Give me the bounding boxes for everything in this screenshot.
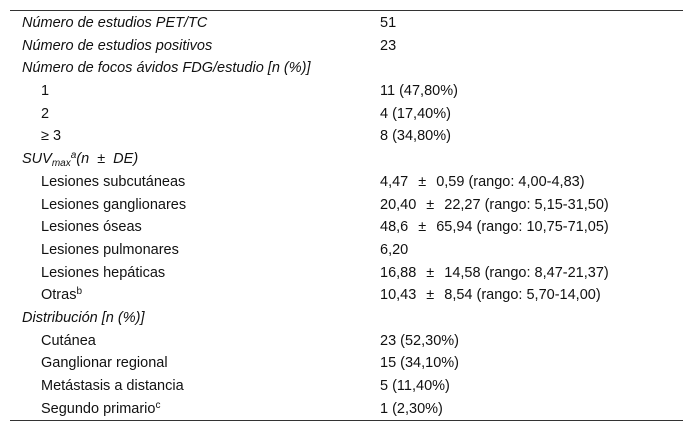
row-label: Número de estudios PET/TC bbox=[22, 15, 208, 31]
row-label: 2 bbox=[41, 105, 50, 122]
row-label: 1 bbox=[41, 83, 50, 100]
row-value bbox=[380, 194, 609, 217]
table-row bbox=[10, 330, 683, 353]
suv-base: SUV bbox=[22, 151, 52, 168]
row-label: Lesiones ganglionares bbox=[41, 196, 187, 213]
sd-range: 22,27 (rango: 5,15-31,50) bbox=[444, 196, 609, 213]
row-value: 8 (34,80%) bbox=[380, 128, 451, 145]
sd-range: 65,94 (rango: 10,75-71,05) bbox=[436, 219, 609, 236]
footnote-marker: b bbox=[76, 286, 83, 298]
table-row bbox=[10, 148, 683, 171]
table-row bbox=[10, 216, 683, 239]
suv-pm: ± bbox=[97, 151, 106, 168]
row-label: Cutánea bbox=[41, 332, 96, 349]
table-row bbox=[10, 284, 683, 307]
plus-minus: ± bbox=[418, 219, 427, 236]
row-label: Lesiones hepáticas bbox=[41, 264, 166, 281]
row-label-text: Segundo primario bbox=[41, 400, 156, 417]
mean-value: 4,47 bbox=[380, 173, 409, 190]
table-row bbox=[10, 80, 683, 103]
row-value bbox=[380, 284, 601, 307]
row-value bbox=[380, 171, 585, 194]
mean-value: 48,6 bbox=[380, 219, 409, 236]
row-label-text: Otras bbox=[41, 287, 77, 304]
section-header-suv bbox=[22, 148, 138, 171]
row-value bbox=[380, 262, 609, 285]
table-row bbox=[10, 103, 683, 126]
table-row bbox=[10, 12, 683, 35]
row-value: 11 (47,80%) bbox=[380, 83, 458, 100]
mean-value: 20,40 bbox=[380, 196, 417, 213]
mean-value: 16,88 bbox=[380, 264, 417, 281]
footnote-marker: a bbox=[70, 150, 77, 162]
plus-minus: ± bbox=[426, 287, 435, 304]
suv-sub: max bbox=[51, 158, 71, 170]
row-value: 1 (2,30%) bbox=[380, 400, 443, 417]
row-label: Ganglionar regional bbox=[41, 355, 168, 372]
plus-minus: ± bbox=[426, 264, 435, 281]
row-value: 5 (11,40%) bbox=[380, 378, 450, 394]
row-label: ≥ 3 bbox=[41, 128, 62, 145]
table-row bbox=[10, 57, 683, 80]
row-value: 6,20 bbox=[380, 241, 409, 258]
row-label: Metástasis a distancia bbox=[41, 378, 184, 394]
suv-close: DE) bbox=[113, 151, 139, 168]
row-label bbox=[41, 398, 160, 421]
table-row bbox=[10, 35, 683, 58]
table-row bbox=[10, 171, 683, 194]
row-value: 4 (17,40%) bbox=[380, 105, 451, 122]
row-label: Lesiones subcutáneas bbox=[41, 173, 186, 190]
row-value: 15 (34,10%) bbox=[380, 355, 459, 372]
plus-minus: ± bbox=[418, 173, 427, 190]
sd-range: 14,58 (rango: 8,47-21,37) bbox=[444, 264, 609, 281]
plus-minus: ± bbox=[426, 196, 435, 213]
row-label bbox=[41, 284, 82, 307]
table-row bbox=[10, 194, 683, 217]
table-row bbox=[10, 398, 683, 421]
row-value bbox=[380, 216, 609, 239]
row-label: Lesiones pulmonares bbox=[41, 241, 179, 258]
row-label: Lesiones óseas bbox=[41, 219, 142, 236]
mean-value: 10,43 bbox=[380, 287, 417, 304]
sd-range: 8,54 (rango: 5,70-14,00) bbox=[444, 287, 601, 304]
suv-open: (n bbox=[76, 151, 90, 168]
table-row bbox=[10, 375, 683, 398]
row-value: 51 bbox=[380, 15, 397, 31]
row-label: Número de estudios positivos bbox=[22, 37, 213, 54]
table-row bbox=[10, 307, 683, 330]
sd-range: 0,59 (rango: 4,00-4,83) bbox=[436, 173, 585, 190]
row-value: 23 bbox=[380, 37, 397, 54]
footnote-marker: c bbox=[155, 399, 161, 411]
table-row bbox=[10, 352, 683, 375]
section-header-focos: Número de focos ávidos FDG/estudio [n (%)] bbox=[22, 60, 311, 77]
table-row bbox=[10, 125, 683, 148]
section-header-distribucion: Distribución [n (%)] bbox=[22, 309, 145, 326]
results-table bbox=[10, 10, 683, 421]
row-value: 23 (52,30%) bbox=[380, 332, 459, 349]
table-row bbox=[10, 239, 683, 262]
table-row bbox=[10, 262, 683, 285]
